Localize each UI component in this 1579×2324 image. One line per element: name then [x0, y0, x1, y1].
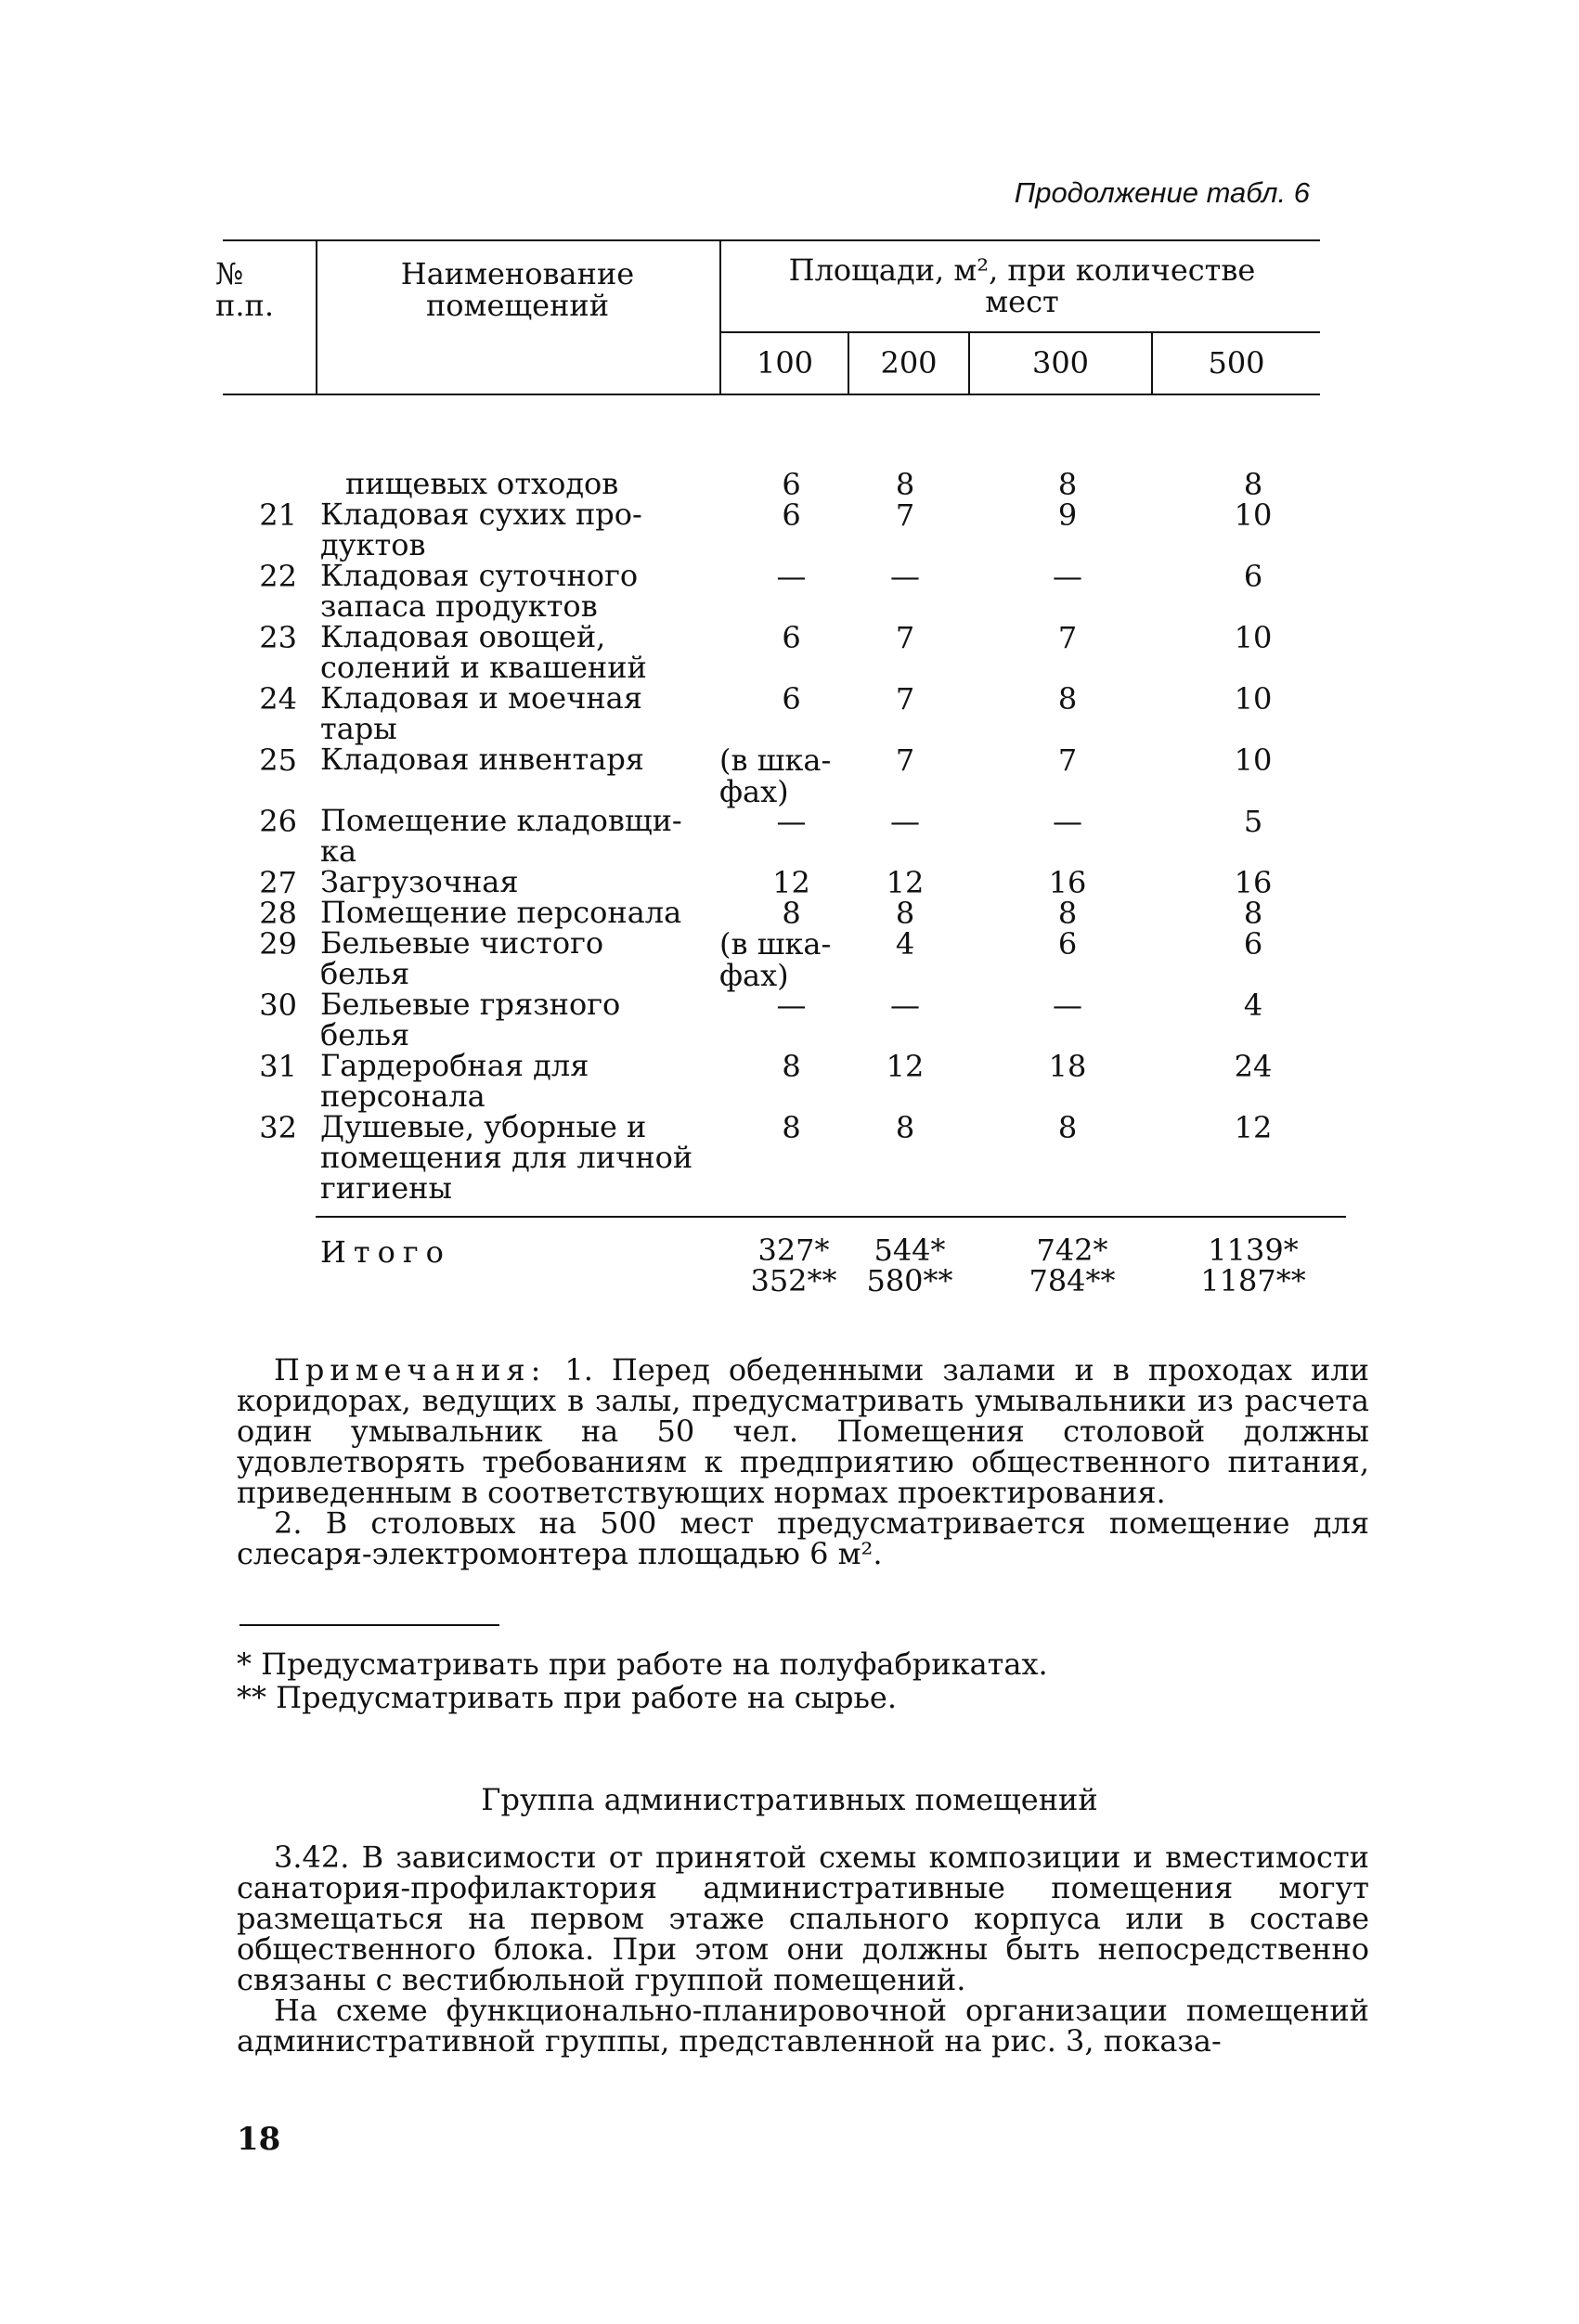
row-value-100: 8	[782, 1049, 801, 1084]
row-value-100: —	[776, 988, 807, 1023]
row-value-500: 5	[1243, 804, 1263, 839]
row-value-500: 4	[1243, 988, 1263, 1023]
row-value-200: 7	[895, 620, 915, 655]
row-value-300: 8	[1057, 681, 1078, 717]
paragraph-3-42	[237, 1842, 1369, 2057]
header-area: Площади, м², при количестве мест	[788, 252, 1256, 319]
row-name: Кладовая и моечная тары	[320, 680, 642, 746]
row-number: 26	[259, 804, 297, 839]
row-name: Бельевые чистого белья	[320, 925, 604, 991]
row-value-300: 8	[1057, 1110, 1078, 1145]
notes-block	[237, 1352, 1370, 1571]
notes-label: Примечания:	[274, 1352, 547, 1388]
row-number: 27	[259, 865, 297, 900]
row-value-200: 12	[886, 865, 925, 900]
row-value-300: 8	[1057, 896, 1078, 931]
row-value-300: 16	[1048, 865, 1087, 900]
row-value-200: —	[890, 988, 920, 1023]
row-value-100: 12	[772, 865, 810, 900]
row-value-500: 10	[1234, 681, 1273, 717]
row-value-200: 8	[895, 896, 915, 931]
header-seats-300: 300	[1031, 345, 1090, 381]
total-300-b: 784**	[1029, 1263, 1116, 1298]
row-name: Загрузочная	[320, 864, 519, 899]
row-name: Кладовая овощей, солений и квашений	[320, 619, 647, 685]
footnote-rule	[239, 1624, 499, 1626]
row-value-500: 10	[1234, 620, 1273, 655]
row-value-200: —	[890, 804, 920, 839]
footnote-raw: ** Предусматривать при работе на сырье.	[237, 1680, 898, 1715]
row-number: 31	[259, 1049, 297, 1084]
note-2: 2. В столовых на 500 мест предусматривается помещение для слесаря-электромонтера площадью 6 м².	[237, 1505, 1369, 1571]
row-name: Помещение кладовщи- ка	[320, 803, 682, 869]
row-value-300: 7	[1057, 742, 1078, 778]
total-300-a: 742*	[1036, 1233, 1108, 1268]
note-1-text: 1. Перед обеденными залами и в проходах или коридорах, ведущих в залы, предусматривать умывальники из расчета один умывальник на 50 чел. Помещения столовой должны удовлетворять требованиям к предприятию общественного питания, приведенным в соответствующих нормах проектирования.	[237, 1352, 1370, 1510]
header-number: № п.п.	[215, 256, 274, 323]
header-seats-100: 100	[756, 345, 814, 381]
row-value-100: 6	[782, 467, 801, 502]
row-value-500: 8	[1243, 896, 1263, 931]
row-value-100: 6	[782, 681, 801, 717]
row-value-100: (в шка- фах)	[719, 742, 832, 809]
row-value-200: —	[890, 559, 920, 594]
row-value-100: 8	[782, 1110, 801, 1145]
paragraph-continuation: На схеме функционально-планировочной организации помещений административной группы, представленной на рис. 3, показа-	[237, 1993, 1369, 2059]
row-number: 30	[259, 988, 297, 1023]
row-value-200: 8	[895, 1110, 915, 1145]
row-value-500: 10	[1234, 742, 1273, 778]
row-name: Гардеробная для персонала	[320, 1048, 589, 1114]
row-value-300: 6	[1057, 926, 1078, 962]
row-value-500: 6	[1243, 559, 1263, 594]
header-room-name: Наименование помещений	[400, 256, 635, 323]
total-200-b: 580**	[866, 1263, 953, 1298]
row-name: Бельевые грязного белья	[320, 987, 621, 1052]
row-number: 23	[259, 620, 297, 655]
table-header-bottom-rule	[223, 394, 1320, 395]
page-number: 18	[237, 2121, 281, 2158]
row-number: 22	[259, 559, 297, 594]
total-100-b: 352**	[750, 1263, 837, 1298]
row-value-200: 8	[895, 467, 915, 502]
row-number: 32	[259, 1110, 297, 1145]
row-value-300: —	[1053, 988, 1082, 1023]
row-value-100: 6	[782, 497, 801, 533]
total-label: Итого	[320, 1234, 451, 1270]
section-title: Группа административных помещений	[481, 1782, 1098, 1817]
row-value-500: 24	[1234, 1049, 1273, 1084]
row-name: Кладовая сухих про- дуктов	[320, 497, 642, 562]
row-value-200: 4	[895, 926, 915, 962]
row-value-100: 8	[782, 896, 801, 931]
row-name: Душевые, уборные и помещения для личной гигиены	[320, 1109, 693, 1206]
row-number: 28	[259, 896, 297, 931]
seats-header-rule	[719, 331, 1320, 333]
row-name: Кладовая суточного запаса продуктов	[320, 558, 639, 624]
row-value-100: (в шка- фах)	[719, 926, 832, 993]
row-value-300: —	[1053, 804, 1082, 839]
row-value-200: 12	[886, 1049, 925, 1084]
row-value-500: 12	[1234, 1110, 1273, 1145]
total-200-a: 544*	[874, 1233, 946, 1268]
paragraph-3-42-text: 3.42. В зависимости от принятой схемы композиции и вместимости санатория-профилактория административные помещения могут размещаться на первом этаже спального корпуса или в составе общественного блока. При этом они должны быть непосредственно связаны с вестибюльной группой помещений.	[237, 1840, 1369, 1997]
total-100-a: 327*	[757, 1233, 830, 1268]
row-value-200: 7	[895, 742, 915, 778]
row-value-500: 10	[1234, 497, 1273, 533]
total-500-a: 1139*	[1208, 1233, 1299, 1268]
row-value-100: 6	[782, 620, 801, 655]
table-continuation-label: Продолжение табл. 6	[1014, 176, 1310, 209]
row-value-100: —	[776, 804, 807, 839]
row-value-500: 6	[1243, 926, 1263, 962]
row-value-500: 16	[1234, 865, 1273, 900]
row-number: 25	[259, 742, 297, 778]
row-name: Помещение персонала	[320, 895, 682, 930]
row-number: 21	[259, 497, 297, 533]
row-value-300: 18	[1048, 1049, 1087, 1084]
header-seats-500: 500	[1208, 345, 1265, 381]
total-500-b: 1187**	[1200, 1263, 1306, 1298]
row-value-300: —	[1053, 559, 1082, 594]
row-name: пищевых отходов	[345, 466, 619, 501]
header-seats-200: 200	[880, 345, 938, 381]
row-value-500: 8	[1243, 467, 1263, 502]
row-value-300: 8	[1057, 467, 1078, 502]
table-top-rule	[223, 239, 1320, 241]
row-name: Кладовая инвентаря	[320, 742, 644, 777]
col-divider-num	[316, 239, 317, 395]
col-divider-name	[719, 239, 721, 395]
footnote-semifinished: * Предусматривать при работе на полуфабрикатах.	[237, 1646, 1048, 1682]
row-value-200: 7	[895, 681, 915, 717]
row-value-200: 7	[895, 497, 915, 533]
row-value-100: —	[776, 559, 807, 594]
note-1	[237, 1352, 1370, 1510]
table-total-rule	[316, 1216, 1346, 1218]
row-value-300: 7	[1057, 620, 1078, 655]
row-number: 24	[259, 681, 297, 717]
row-value-300: 9	[1057, 497, 1078, 533]
row-number: 29	[259, 926, 297, 962]
